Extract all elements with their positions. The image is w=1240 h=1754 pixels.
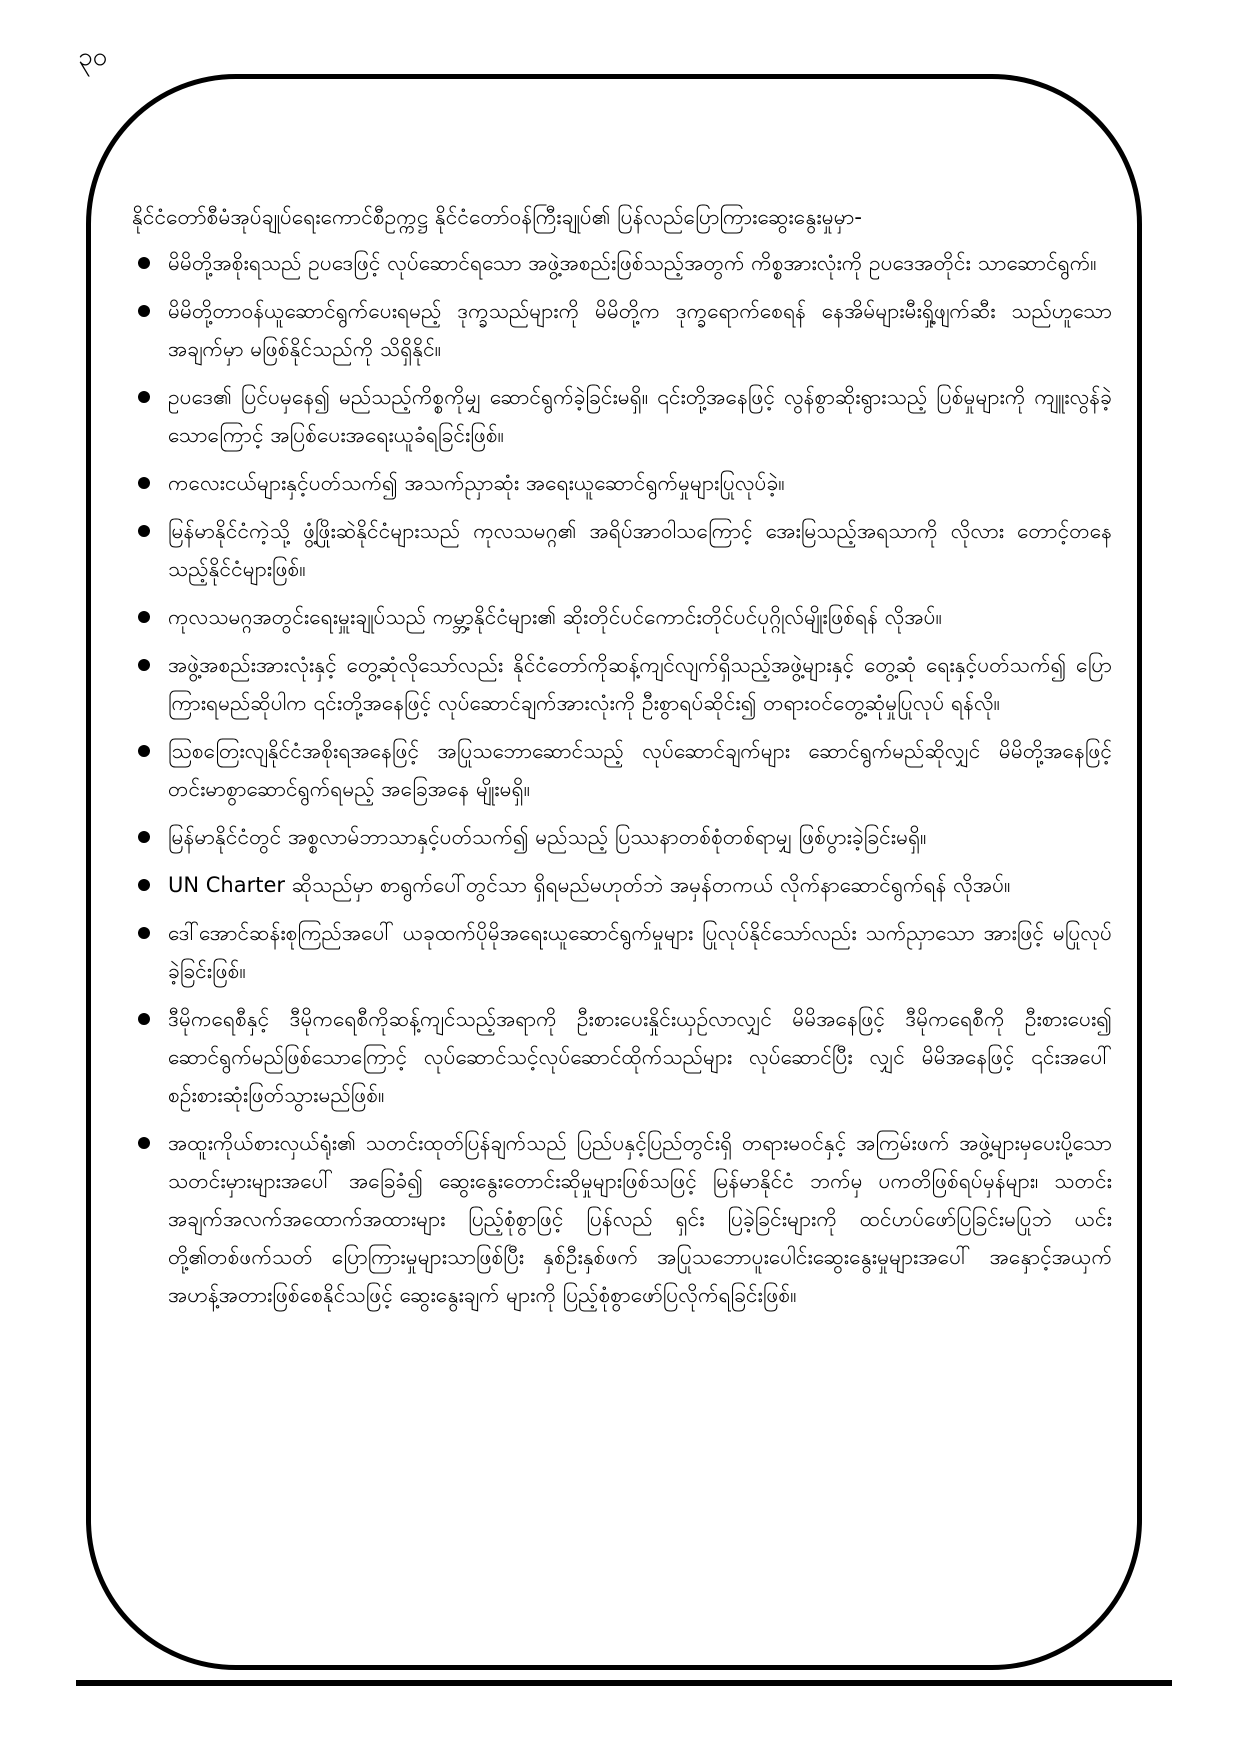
bottom-rule xyxy=(76,1680,1172,1686)
bullet-text: ဒေါ်အောင်ဆန်းစုကြည်အပေါ် ယခုထက်ပိုမိုအရေးယူဆောင်ရွက်မှုများ ပြုလုပ်နိုင်သော်လည်း သက်ညှာသော အားဖြင့် မပြုလုပ်ခဲ့ခြင်းဖြစ်။ xyxy=(168,921,1112,983)
bullet-text: UN Charter ဆိုသည်မှာ စာရွက်ပေါ်တွင်သာ ရှိရမည်မဟုတ်ဘဲ အမှန်တကယ် လိုက်နာဆောင်ရွက်ရန် လိုအပ်။ xyxy=(168,873,1011,897)
bullet-dot-icon xyxy=(138,305,150,317)
bullet-item-10 xyxy=(132,866,1112,904)
bullet-text: အဖွဲ့အစည်းအားလုံးနှင့် တွေ့ဆုံလိုသော်လည်း နိုင်ငံတော်ကိုဆန့်ကျင်လျက်ရှိသည့်အဖွဲ့များနှင့် တွေ့ဆုံ ရေးနှင့်ပတ်သက်၍ ပြောကြားရမည်ဆိုပါက ၎င်းတို့အနေဖြင့် လုပ်ဆောင်ချက်အားလုံးကို ဦးစွာရပ်ဆိုင်း၍ တရားဝင်တွေ့ဆုံမှုပြုလုပ် ရန်လို။ xyxy=(168,653,1112,715)
bullet-text: မြန်မာနိုင်ငံတွင် အစ္စလာမ်ဘာသာနှင့်ပတ်သက်၍ မည်သည့် ပြဿနာတစ်စုံတစ်ရာမျှ ဖြစ်ပွားခဲ့ခြင်းမရှိ။ xyxy=(168,825,927,849)
bullet-text: ကုလသမဂ္ဂအတွင်းရေးမှူးချုပ်သည် ကမ္ဘာ့နိုင်ငံများ၏ ဆိုးတိုင်ပင်ကောင်းတိုင်ပင်ပုဂ္ဂိုလ်မျိုးဖြစ်ရန် လိုအပ်။ xyxy=(168,605,942,629)
bullet-dot-icon xyxy=(138,1137,150,1149)
bullet-item-12 xyxy=(132,1000,1112,1114)
bullet-item-4 xyxy=(132,464,1112,502)
bullet-dot-icon xyxy=(138,659,150,671)
bullet-dot-icon xyxy=(138,927,150,939)
bullet-dot-icon xyxy=(138,257,150,269)
bullet-list xyxy=(132,244,1112,1314)
bullet-dot-icon xyxy=(138,611,150,623)
bullet-text: ကလေးငယ်များနှင့်ပတ်သက်၍ အသက်ညှာဆုံး အရေးယူဆောင်ရွက်မှုများပြုလုပ်ခဲ့။ xyxy=(168,471,785,495)
bullet-dot-icon xyxy=(138,477,150,489)
bullet-dot-icon xyxy=(138,525,150,537)
bullet-dot-icon xyxy=(138,745,150,757)
bullet-item-3 xyxy=(132,378,1112,454)
bullet-text: အထူးကိုယ်စားလှယ်ရုံး၏ သတင်းထုတ်ပြန်ချက်သည် ပြည်ပနှင့်ပြည်တွင်းရှိ တရားမဝင်နှင့် အကြမ်းဖက် အဖွဲ့များမှပေးပို့သော သတင်းမှားများအပေါ် အခြေခံ၍ ဆွေးနွေးတောင်းဆိုမှုများဖြစ်သဖြင့် မြန်မာနိုင်ငံ ဘက်မှ ပကတိဖြစ်ရပ်မှန်များ၊ သတင်းအချက်အလက်အထောက်အထားများ ပြည့်စုံစွာဖြင့် ပြန်လည် ရှင်း ပြခဲ့ခြင်းများကို ထင်ဟပ်ဖော်ပြခြင်းမပြုဘဲ ယင်းတို့၏တစ်ဖက်သတ် ပြောကြားမှုများသာဖြစ်ပြီး နှစ်ဦးနှစ်ဖက် အပြုသဘောပူးပေါင်းဆွေးနွေးမှုများအပေါ် အနှောင့်အယှက်အဟန့်အတားဖြစ်စေနိုင်သဖြင့် ဆွေးနွေးချက် များကို ပြည့်စုံစွာဖော်ပြလိုက်ရခြင်းဖြစ်။ xyxy=(168,1131,1112,1307)
bullet-dot-icon xyxy=(138,391,150,403)
page-number: ၃၀ xyxy=(78,42,108,72)
document-body xyxy=(132,198,1112,1324)
bullet-dot-icon xyxy=(138,831,150,843)
bullet-item-8 xyxy=(132,732,1112,808)
intro-paragraph: နိုင်ငံတော်စီမံအုပ်ချုပ်ရေးကောင်စီဥက္ကဋ္ဌ နိုင်ငံတော်ဝန်ကြီးချုပ်၏ ပြန်လည်ပြောကြားဆွေးနွေးမှုမှာ- xyxy=(132,205,862,229)
bullet-text: ဥပဒေ၏ ပြင်ပမှနေ၍ မည်သည့်ကိစ္စကိုမျှ ဆောင်ရွက်ခဲ့ခြင်းမရှိ။ ၎င်းတို့အနေဖြင့် လွန်စွာဆိုးရွားသည့် ပြစ်မှုများကို ကျူးလွန်ခဲ့သောကြောင့် အပြစ်ပေးအရေးယူခံရခြင်းဖြစ်။ xyxy=(168,385,1112,447)
bullet-item-11 xyxy=(132,914,1112,990)
bullet-dot-icon xyxy=(138,1013,150,1025)
bullet-text: ဩစတြေးလျနိုင်ငံအစိုးရအနေဖြင့် အပြုသဘောဆောင်သည့် လုပ်ဆောင်ချက်များ ဆောင်ရွက်မည်ဆိုလျှင် မိမိတို့အနေဖြင့် တင်းမာစွာဆောင်ရွက်ရမည့် အခြေအနေ မျိုးမရှိ။ xyxy=(168,739,1112,801)
bullet-item-9 xyxy=(132,818,1112,856)
bullet-item-2 xyxy=(132,292,1112,368)
bullet-item-13 xyxy=(132,1124,1112,1314)
bullet-item-5 xyxy=(132,512,1112,588)
bullet-text: ဒီမိုကရေစီနှင့် ဒီမိုကရေစီကိုဆန့်ကျင်သည့်အရာကို ဦးစားပေးနှိုင်းယှဉ်လာလျှင် မိမိအနေဖြင့် ဒီမိုကရေစီကို ဦးစားပေး၍ ဆောင်ရွက်မည်ဖြစ်သောကြောင့် လုပ်ဆောင်သင့်လုပ်ဆောင်ထိုက်သည်များ လုပ်ဆောင်ပြီး လျှင် မိမိအနေဖြင့် ၎င်းအပေါ် စဉ်းစားဆုံးဖြတ်သွားမည်ဖြစ်။ xyxy=(168,1007,1112,1107)
bullet-item-7 xyxy=(132,646,1112,722)
bullet-text: မိမိတို့တာဝန်ယူဆောင်ရွက်ပေးရမည့် ဒုက္ခသည်များကို မိမိတို့က ဒုက္ခရောက်စေရန် နေအိမ်များမီးရှို့ဖျက်ဆီး သည်ဟူသောအချက်မှာ မဖြစ်နိုင်သည်ကို သိရှိနိုင်။ xyxy=(168,299,1112,361)
bullet-item-6 xyxy=(132,598,1112,636)
bullet-dot-icon xyxy=(138,879,150,891)
bullet-text: မိမိတို့အစိုးရသည် ဥပဒေဖြင့် လုပ်ဆောင်ရသော အဖွဲ့အစည်းဖြစ်သည့်အတွက် ကိစ္စအားလုံးကို ဥပဒေအတိုင်း သာဆောင်ရွက်။ xyxy=(168,251,1097,275)
bullet-item-1 xyxy=(132,244,1112,282)
bullet-text: မြန်မာနိုင်ငံကဲ့သို့ ဖွံ့ဖြိုးဆဲနိုင်ငံများသည် ကုလသမဂ္ဂ၏ အရိပ်အာဝါသကြောင့် အေးမြသည့်အရသာကို လိုလား တောင့်တနေသည့်နိုင်ငံများဖြစ်။ xyxy=(168,519,1112,581)
